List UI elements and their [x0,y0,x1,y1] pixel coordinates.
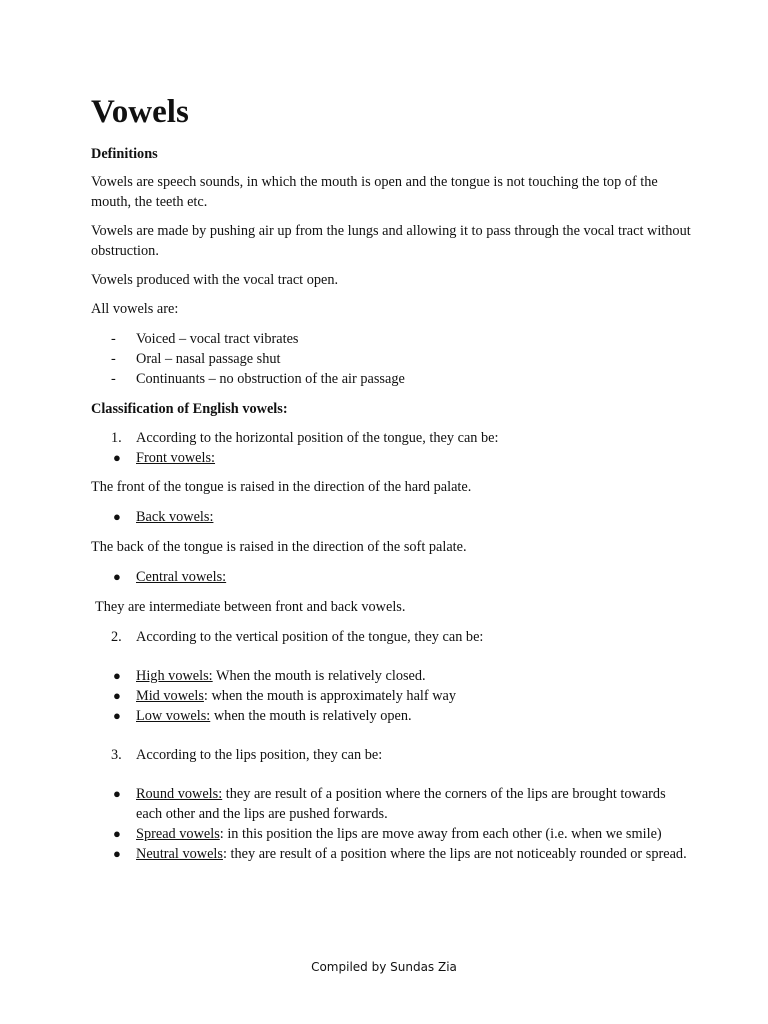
lips-list [91,784,691,864]
central-vowels-item: ● Central vowels: [113,569,227,585]
list-item: ● Mid vowels: when the mouth is approximately half way [113,688,457,704]
back-vowels-desc: The back of the tongue is raised in the direction of the soft palate. [91,539,467,555]
front-vowels-desc: The front of the tongue is raised in the direction of the hard palate. [91,479,472,495]
list-item: ● Spread vowels: in this position the lips are move away from each other (i.e. when we smile) [113,826,662,842]
page-footer: Compiled by Sundas Zia [311,960,457,974]
list-item: ● Low vowels: when the mouth is relatively open. [113,708,412,724]
all-vowels-list [91,329,691,389]
back-vowels-item: ● Back vowels: [113,509,214,525]
front-vowels-item: ● Front vowels: [113,450,216,466]
vertical-list [91,666,691,726]
classification-heading: Classification of English vowels: [91,401,288,417]
definition-paragraph-3: Vowels produced with the vocal tract open. [91,272,339,288]
list-item: - Voiced – vocal tract vibrates [111,331,299,347]
vertical-item: 2. According to the vertical position of the tongue, they can be: [111,629,484,645]
central-vowels-desc: They are intermediate between front and back vowels. [95,599,406,615]
document-body [91,92,691,864]
list-item: ● Round vowels: they are result of a position where the corners of the lips are brought towards each other and the lips are pushed forwards. [113,786,666,822]
horizontal-item: 1. According to the horizontal position of the tongue, they can be: [111,430,499,446]
list-item: ● High vowels: When the mouth is relatively closed. [113,668,426,684]
page-title: Vowels [91,94,189,130]
list-item: ● Neutral vowels: they are result of a position where the lips are not noticeably rounded or spread. [113,846,687,862]
definition-paragraph-1: Vowels are speech sounds, in which the mouth is open and the tongue is not touching the top of the mouth, the teeth etc. [91,174,658,210]
definition-paragraph-2: Vowels are made by pushing air up from the lungs and allowing it to pass through the vocal tract without obstruction. [91,223,691,259]
list-item: - Continuants – no obstruction of the air passage [111,371,405,387]
all-vowels-intro: All vowels are: [91,301,179,317]
list-item: - Oral – nasal passage shut [111,351,281,367]
definitions-heading: Definitions [91,146,158,162]
lips-item: 3. According to the lips position, they can be: [111,747,383,763]
